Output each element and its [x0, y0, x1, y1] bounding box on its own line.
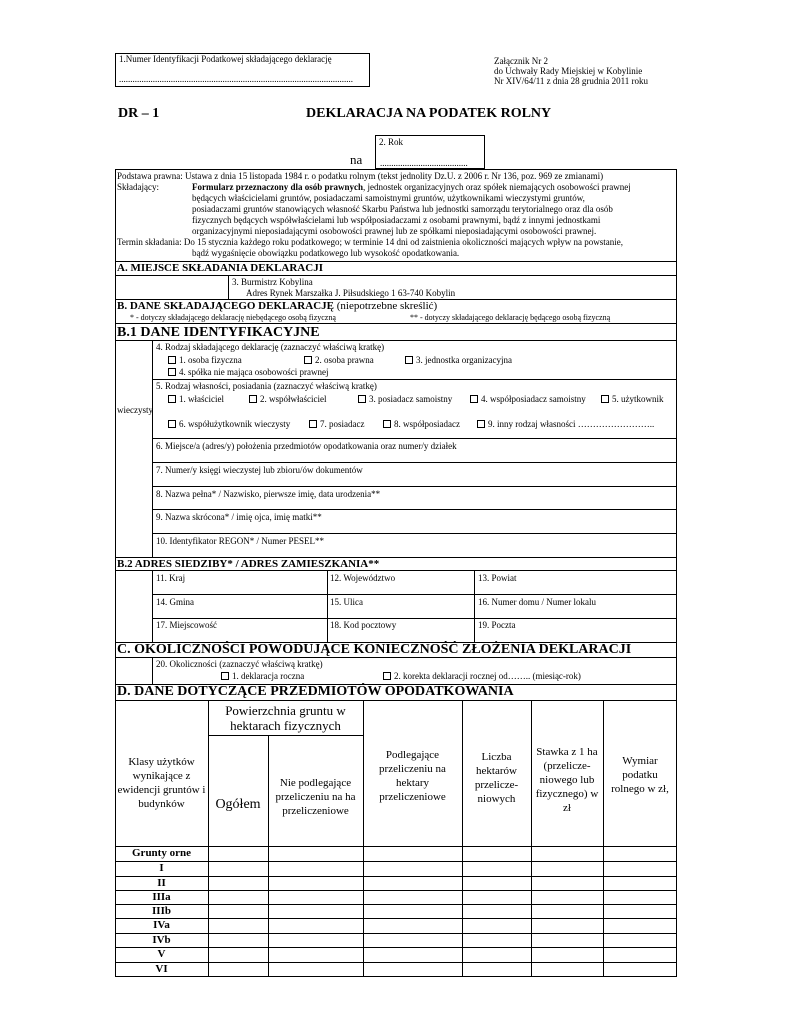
- checkbox[interactable]: [601, 395, 609, 403]
- section-d-title: D. DANE DOTYCZĄCE PRZEDMIOTÓW OPODATKOWANIA: [117, 684, 514, 699]
- field-17[interactable]: 17. Miejscowość: [156, 620, 217, 630]
- field-15[interactable]: 15. Ulica: [330, 597, 363, 607]
- section-b-title-note: (niepotrzebne skreślić): [333, 300, 438, 312]
- nip-label: 1.Numer Identyfikacji Podatkowej składającego deklarację: [119, 54, 332, 64]
- field-10[interactable]: 10. Identyfikator REGON* / Numer PESEL**: [156, 536, 324, 546]
- field-5-opt-2[interactable]: 2. współwłaściciel: [249, 394, 327, 405]
- row-label-V: V: [157, 948, 166, 960]
- field-7[interactable]: 7. Numer/y księgi wieczystej lub zbioru/ów dokumentów: [156, 465, 363, 475]
- col-header-ogolem: Ogółem: [215, 797, 261, 812]
- section-a-title: A. MIEJSCE SKŁADANIA DEKLARACJI: [117, 262, 323, 274]
- col-header-wymiar: Wymiar podatku rolnego w zł,: [611, 755, 669, 795]
- field-5-wrap: wieczysty: [117, 405, 153, 415]
- field-6[interactable]: 6. Miejsce/a (adres/y) położenia przedmiotów opodatkowania oraz numer/y działek: [156, 441, 457, 451]
- deadline-line-2: bądź wygaśnięcie obowiązku podatkowego lub wysokość opodatkowania.: [192, 248, 460, 258]
- field-18[interactable]: 18. Kod pocztowy: [330, 620, 397, 630]
- attachment-line-3: Nr XIV/64/11 z dnia 28 grudnia 2011 roku: [494, 76, 649, 86]
- field-5-opt-6[interactable]: 6. współużytkownik wieczysty: [168, 419, 290, 430]
- row-label-grunty-orne: Grunty orne: [132, 847, 191, 859]
- field-19[interactable]: 19. Poczta: [478, 620, 516, 630]
- field-12[interactable]: 12. Województwo: [330, 573, 396, 583]
- field-20-opt-2[interactable]: 2. korekta deklaracji rocznej od…….. (miesiąc-rok): [383, 671, 581, 682]
- note-legal-entity: * - dotyczy składającego deklarację niebędącego osobą fizyczną: [130, 313, 336, 322]
- year-input[interactable]: .......................................: [380, 158, 468, 168]
- tax-office: 3. Burmistrz Kobylina: [232, 277, 313, 287]
- na-label: na: [350, 152, 363, 167]
- submitter-bold: Formularz przeznaczony dla osób prawnych: [192, 182, 363, 192]
- checkbox[interactable]: [358, 395, 366, 403]
- checkbox[interactable]: [168, 368, 176, 376]
- field-20-opt-1[interactable]: 1. deklaracja roczna: [221, 671, 304, 682]
- submitter-line-3: będących właścicielami gruntów, posiadaczami samoistnymi gruntów, użytkownikami wieczystymi gruntów,: [192, 193, 585, 203]
- section-b-title: [117, 300, 437, 313]
- field-5-opt-3[interactable]: 3. posiadacz samoistny: [358, 394, 452, 405]
- checkbox[interactable]: [383, 672, 391, 680]
- checkbox[interactable]: [304, 356, 312, 364]
- checkbox[interactable]: [309, 420, 317, 428]
- attachment-line-1: Załącznik Nr 2: [494, 56, 548, 66]
- col-header-klasy: Klasy użytków wynikające z ewidencji gruntów i budynków: [117, 756, 206, 810]
- section-b-title-bold: B. DANE SKŁADAJĄCEGO DEKLARACJĘ: [117, 300, 334, 312]
- note-natural-person: ** - dotyczy składającego deklarację będącego osobą fizyczną: [410, 313, 611, 322]
- row-label-II: II: [157, 877, 166, 889]
- field-4-label: 4. Rodzaj składającego deklarację (zaznaczyć właściwą kratkę): [156, 342, 385, 352]
- field-9[interactable]: 9. Nazwa skrócona* / imię ojca, imię matki**: [156, 512, 322, 522]
- section-b2-title: B.2 ADRES SIEDZIBY* / ADRES ZAMIESZKANIA**: [117, 558, 380, 570]
- field-5-opt-8[interactable]: 8. współposiadacz: [383, 419, 460, 430]
- row-label-VI: VI: [155, 963, 168, 975]
- checkbox[interactable]: [405, 356, 413, 364]
- col-header-podlegajace: Podlegające przeliczeniu na hektary przeliczeniowe: [379, 749, 446, 803]
- submitter-rest: , jednostek organizacyjnych oraz spółek niemających osobowości prawnej: [363, 182, 631, 192]
- row-label-IVb: IVb: [152, 934, 171, 946]
- field-5-opt-1[interactable]: 1. właściciel: [168, 394, 224, 405]
- col-header-liczba: Liczba hektarów przelicze-niowych: [474, 750, 519, 805]
- checkbox[interactable]: [221, 672, 229, 680]
- submitter-line-6: organizacyjnymi nieposiadającymi osobowości prawnej lub ze spółkami nieposiadającymi osobowości prawnej.: [192, 226, 597, 236]
- field-14[interactable]: 14. Gmina: [156, 597, 194, 607]
- year-label: 2. Rok: [379, 137, 404, 147]
- field-11[interactable]: 11. Kraj: [156, 573, 186, 583]
- submitter-label: Składający:: [117, 182, 159, 192]
- checkbox[interactable]: [470, 395, 478, 403]
- field-4-opt-1[interactable]: 1. osoba fizyczna: [168, 355, 242, 366]
- submitter-line: [192, 182, 631, 193]
- deadline-line: Termin składania: Do 15 stycznia każdego roku podatkowego; w terminie 14 dni od zaistnienia okoliczności mających wpływ na powstanie,: [117, 237, 623, 247]
- field-4-opt-3[interactable]: 3. jednostka organizacyjna: [405, 355, 512, 366]
- legal-basis: Podstawa prawna: Ustawa z dnia 15 listopada 1984 r. o podatku rolnym (tekst jednolity Dz.U. z 2006 r. Nr 136, poz. 969 ze zmianami): [117, 171, 604, 181]
- col-header-nie-podlegajace: Nie podlegające przeliczeniu na ha przeliczeniowe: [275, 777, 356, 817]
- col-header-powierzchnia: Powierzchnia gruntu w hektarach fizycznych: [225, 702, 346, 733]
- row-label-IIIa: IIIa: [152, 891, 171, 903]
- submitter-line-5: fizycznych będących współwłaścielami lub współposiadaczami z osobami prawnymi, bądź z innymi jednostkami: [192, 215, 601, 225]
- section-b1-title: B.1 DANE IDENTYFIKACYJNE: [117, 325, 320, 340]
- field-5-opt-7[interactable]: 7. posiadacz: [309, 419, 364, 430]
- field-4-opt-2[interactable]: 2. osoba prawna: [304, 355, 374, 366]
- field-5-opt-5[interactable]: 5. użytkownik: [601, 394, 664, 405]
- section-c-title: C. OKOLICZNOŚCI POWODUJĄCE KONIECZNOŚĆ ZŁOŻENIA DEKLARACJI: [117, 642, 632, 657]
- attachment-line-2: do Uchwały Rady Miejskiej w Kobylinie: [494, 66, 643, 76]
- row-label-IVa: IVa: [153, 919, 170, 931]
- field-5-opt-9[interactable]: 9. inny rodzaj własności ……………………..: [477, 419, 654, 430]
- row-label-IIIb: IIIb: [152, 905, 171, 917]
- field-20-label: 20. Okoliczności (zaznaczyć właściwą kratkę): [156, 659, 323, 669]
- field-4-opt-4[interactable]: 4. spółka nie mająca osobowości prawnej: [168, 367, 328, 378]
- checkbox[interactable]: [168, 356, 176, 364]
- submitter-line-4: posiadaczami gruntów stanowiących własność Skarbu Państwa lub jednostki samorządu terytorialnego oraz dla osób: [192, 204, 613, 214]
- field-13[interactable]: 13. Powiat: [478, 573, 517, 583]
- col-header-stawka: Stawka z 1 ha (przelicze-niowego lub fizycznego) w zł: [535, 746, 599, 814]
- form-code: DR – 1: [118, 106, 160, 121]
- checkbox[interactable]: [383, 420, 391, 428]
- form-title: DEKLARACJA NA PODATEK ROLNY: [306, 106, 552, 121]
- field-5-label: 5. Rodzaj własności, posiadania (zaznaczyć właściwą kratkę): [156, 381, 377, 391]
- field-16[interactable]: 16. Numer domu / Numer lokalu: [478, 597, 596, 607]
- field-8[interactable]: 8. Nazwa pełna* / Nazwisko, pierwsze imię, data urodzenia**: [156, 489, 381, 499]
- tax-office-address: Adres Rynek Marszałka J. Piłsudskiego 1 63-740 Kobylin: [246, 288, 456, 298]
- nip-input[interactable]: ........................................................................................................: [119, 74, 353, 84]
- field-5-opt-4[interactable]: 4. współposiadacz samoistny: [470, 394, 586, 405]
- checkbox[interactable]: [477, 420, 485, 428]
- checkbox[interactable]: [249, 395, 257, 403]
- row-label-I: I: [159, 862, 164, 874]
- checkbox[interactable]: [168, 395, 176, 403]
- checkbox[interactable]: [168, 420, 176, 428]
